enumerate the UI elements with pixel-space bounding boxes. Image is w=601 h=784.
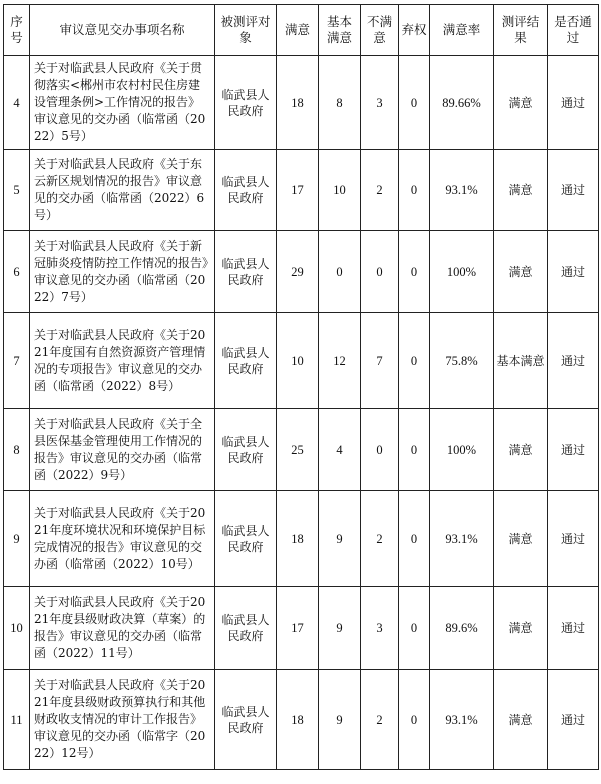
cell-satisfied: 18 [277,491,319,587]
table-row [4,409,599,491]
cell-result [494,231,548,313]
cell-unsatisfied: 2 [361,491,399,587]
cell-basic: 10 [319,150,361,231]
header-basic: 基本满意 [319,5,361,56]
cell-basic: 12 [319,313,361,409]
cell-passed: 通过 [548,491,599,587]
header-target: 被测评对象 [215,5,277,56]
header-seq: 序号 [4,5,30,56]
cell-satisfied: 18 [277,56,319,150]
cell-rate: 93.1% [430,491,494,587]
cell-result-text: 满意 [508,183,533,197]
cell-result [494,587,548,670]
table-row [4,313,599,409]
cell-passed: 通过 [548,56,599,150]
cell-passed: 通过 [548,670,599,770]
cell-rate: 93.1% [430,150,494,231]
cell-target [215,587,277,670]
cell-result-text: 满意 [508,621,533,635]
cell-target [215,409,277,491]
cell-target-text: 临武县人民政府 [221,175,270,205]
header-unsatisfied: 不满意 [361,5,399,56]
cell-name: 关于对临武县人民政府《关于新冠肺炎疫情防控工作情况的报告》审议意见的交办函（临常函（2022）7号） [30,231,215,313]
cell-rate: 100% [430,231,494,313]
cell-name: 关于对临武县人民政府《关于全县医保基金管理使用工作情况的报告》审议意见的交办函（临常函（2022）9号） [30,409,215,491]
header-name: 审议意见交办事项名称 [30,5,215,56]
cell-passed: 通过 [548,313,599,409]
cell-satisfied: 18 [277,670,319,770]
cell-result-text: 满意 [508,531,533,546]
cell-abstain: 0 [399,313,430,409]
cell-target-text: 临武县人民政府 [221,345,270,376]
cell-satisfied: 29 [277,231,319,313]
cell-target [215,313,277,409]
cell-seq: 8 [4,409,30,491]
table-row [4,491,599,587]
table-row [4,231,599,313]
cell-result [494,150,548,231]
header-result: 测评结果 [494,5,548,56]
cell-unsatisfied: 7 [361,313,399,409]
cell-passed: 通过 [548,409,599,491]
cell-name: 关于对临武县人民政府《关于贯彻落实<郴州市农村村民住房建设管理条例>工作情况的报告》审议意见的交办函（临常函（2022）5号） [30,56,215,150]
cell-passed: 通过 [548,587,599,670]
cell-name: 关于对临武县人民政府《关于2021年度国有自然资源资产管理情况的专项报告》审议意见的交办函（临常函（2022）8号） [30,313,215,409]
table-row [4,670,599,770]
header-satisfied: 满意 [277,5,319,56]
cell-seq: 7 [4,313,30,409]
cell-result [494,491,548,587]
cell-seq: 5 [4,150,30,231]
table-header-row [4,5,599,56]
cell-abstain: 0 [399,150,430,231]
cell-seq: 6 [4,231,30,313]
cell-unsatisfied: 3 [361,587,399,670]
cell-abstain: 0 [399,587,430,670]
cell-basic: 9 [319,670,361,770]
cell-result-text: 满意 [508,264,533,279]
header-rate: 满意率 [430,5,494,56]
cell-basic: 9 [319,491,361,587]
cell-abstain: 0 [399,491,430,587]
cell-target [215,150,277,231]
header-abstain: 弃权 [399,5,430,56]
cell-passed: 通过 [548,231,599,313]
cell-target [215,670,277,770]
cell-basic: 8 [319,56,361,150]
cell-unsatisfied: 3 [361,56,399,150]
cell-target-text: 临武县人民政府 [221,704,270,735]
table-body [4,56,599,770]
cell-rate: 93.1% [430,670,494,770]
cell-unsatisfied: 2 [361,670,399,770]
cell-result-text: 满意 [508,712,533,727]
cell-name: 关于对临武县人民政府《关于2021年度县级财政预算执行和其他财政收支情况的审计工作报告》审议意见的交办函（临常字（2022）12号） [30,670,215,770]
cell-seq: 4 [4,56,30,150]
cell-result-text: 基本满意 [496,353,545,368]
cell-basic: 0 [319,231,361,313]
cell-target-text: 临武县人民政府 [221,256,270,287]
cell-result [494,56,548,150]
cell-satisfied: 25 [277,409,319,491]
cell-satisfied: 10 [277,313,319,409]
cell-target [215,231,277,313]
cell-name: 关于对临武县人民政府《关于东云新区规划情况的报告》审议意见的交办函（临常函（2022）6号） [30,150,215,231]
cell-seq: 9 [4,491,30,587]
cell-target [215,56,277,150]
cell-result [494,670,548,770]
cell-basic: 4 [319,409,361,491]
table-row [4,587,599,670]
header-passed: 是否通过 [548,5,599,56]
cell-target-text: 临武县人民政府 [221,613,270,643]
cell-abstain: 0 [399,409,430,491]
cell-result-text: 满意 [508,442,533,457]
cell-abstain: 0 [399,231,430,313]
cell-name: 关于对临武县人民政府《关于2021年度环境状况和环境保护目标完成情况的报告》审议意见的交办函（临常函（2022）10号） [30,491,215,587]
cell-unsatisfied: 0 [361,231,399,313]
cell-result-text: 满意 [508,95,533,110]
cell-target-text: 临武县人民政府 [221,434,270,465]
table-row [4,150,599,231]
cell-unsatisfied: 0 [361,409,399,491]
cell-rate: 89.66% [430,56,494,150]
cell-satisfied: 17 [277,587,319,670]
cell-satisfied: 17 [277,150,319,231]
cell-target [215,491,277,587]
cell-abstain: 0 [399,670,430,770]
cell-seq: 10 [4,587,30,670]
cell-rate: 100% [430,409,494,491]
cell-name: 关于对临武县人民政府《关于2021年度县级财政决算（草案）的报告》审议意见的交办函（临常函（2022）11号） [30,587,215,670]
table-row [4,56,599,150]
cell-target-text: 临武县人民政府 [221,87,270,118]
cell-abstain: 0 [399,56,430,150]
cell-result [494,409,548,491]
cell-result [494,313,548,409]
cell-unsatisfied: 2 [361,150,399,231]
cell-rate: 89.6% [430,587,494,670]
cell-seq: 11 [4,670,30,770]
cell-rate: 75.8% [430,313,494,409]
cell-target-text: 临武县人民政府 [221,523,270,554]
cell-passed: 通过 [548,150,599,231]
cell-basic: 9 [319,587,361,670]
evaluation-table [3,4,599,770]
